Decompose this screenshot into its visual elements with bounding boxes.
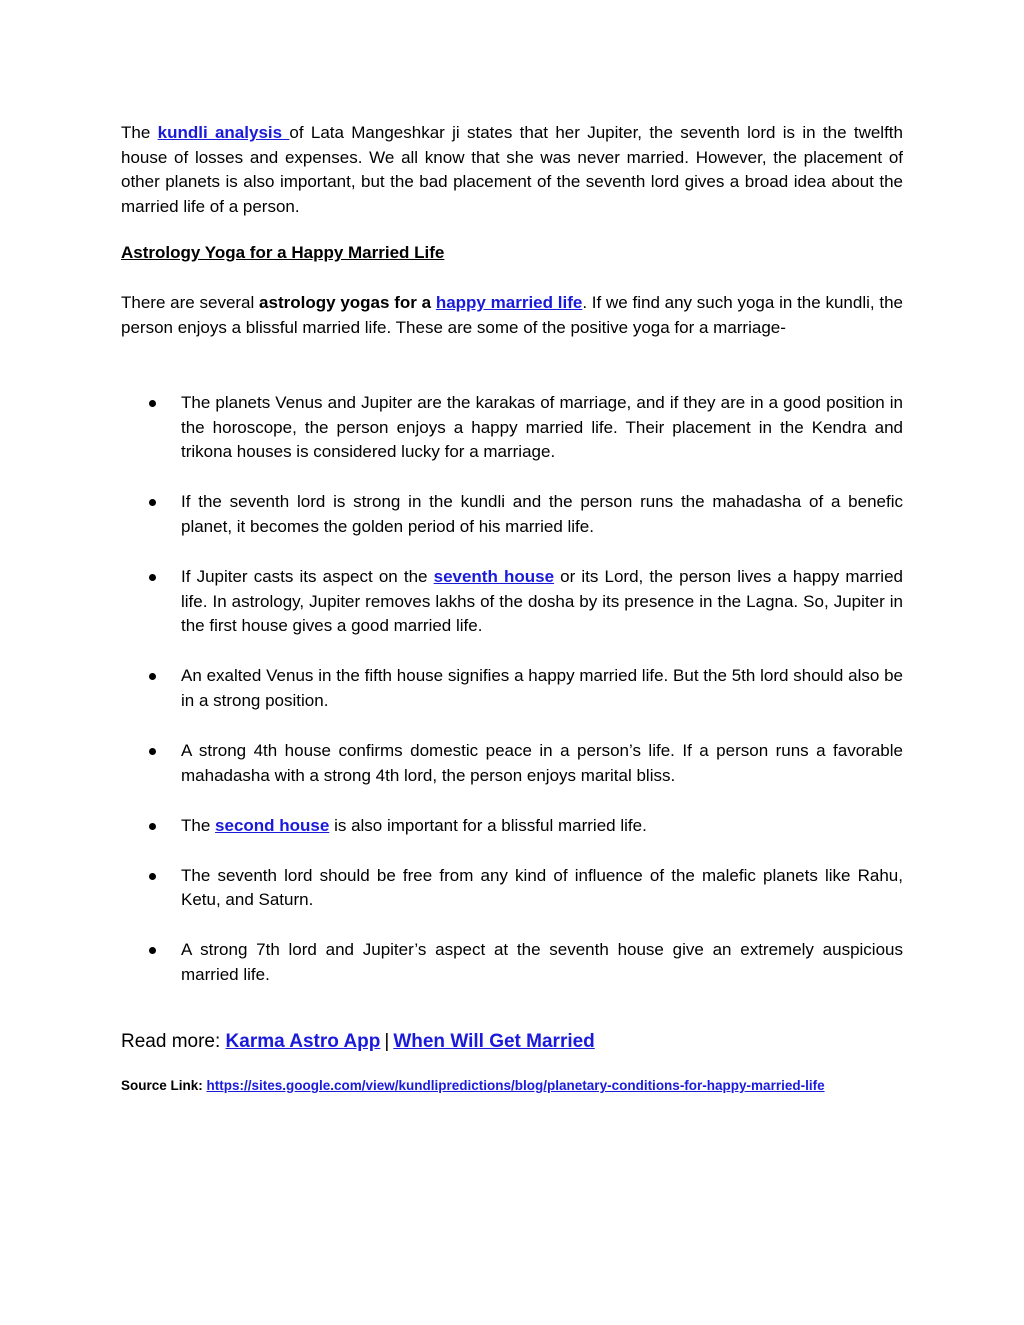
read-more-separator: |: [384, 1031, 390, 1052]
bullet-icon: [149, 673, 156, 680]
list-item: [149, 938, 903, 987]
seventh-house-link[interactable]: seventh house: [433, 566, 555, 586]
bullet-text: A strong 4th house confirms domestic peace in a person’s life. If a person runs a favorable mahadasha with a strong 4th lord, the person enjoys marital bliss.: [181, 740, 903, 785]
bullet-icon: [149, 574, 156, 581]
yogas-bold: astrology yogas for a: [259, 293, 436, 312]
bullet-icon: [149, 947, 156, 954]
list-item: [149, 565, 903, 639]
bullet-text: The seventh lord should be free from any kind of influence of the malefic planets like Rahu, Ketu, and Saturn.: [181, 865, 903, 910]
list-item: [149, 814, 903, 839]
bullet-icon: [149, 400, 156, 407]
list-item: [149, 664, 903, 713]
bullet-icon: [149, 823, 156, 830]
bullet-text: If the seventh lord is strong in the kundli and the person runs the mahadasha of a benefic planet, it becomes the golden period of his married life.: [181, 492, 903, 536]
source-line: [121, 1078, 825, 1093]
intro-pre: The: [121, 123, 158, 142]
list-item: [149, 864, 903, 913]
section-heading: Astrology Yoga for a Happy Married Life: [121, 243, 445, 262]
yogas-post: . If we find any such yoga in the kundli, the person enjoys a blissful married life. These are some of the positive yoga for a marriage-: [121, 293, 903, 337]
bullet-text-post: is also important for a blissful married life.: [329, 815, 647, 835]
yogas-paragraph: [121, 291, 903, 340]
bullet-text: A strong 7th lord and Jupiter’s aspect at the seventh house give an extremely auspicious married life.: [181, 940, 903, 984]
read-more-label: Read more:: [121, 1031, 226, 1052]
intro-post: of Lata Mangeshkar ji states that her Jupiter, the seventh lord is in the twelfth house of losses and expenses. We all know that she was never married. However, the placement of other planets is also important, but the bad placement of the seventh lord gives a broad idea about the married life of a person.: [121, 123, 903, 216]
bullet-text: An exalted Venus in the fifth house signifies a happy married life. But the 5th lord should also be in a strong position.: [181, 666, 903, 710]
when-will-get-married-link[interactable]: When Will Get Married: [393, 1031, 595, 1052]
bullet-text: The: [181, 815, 216, 835]
list-item: [149, 391, 903, 465]
bullet-text: The planets Venus and Jupiter are the karakas of marriage, and if they are in a good position in the horoscope, the person enjoys a happy married life. Their placement in the Kendra and trikona houses is considered lucky for a marriage.: [181, 393, 903, 462]
yogas-pre: There are several: [121, 293, 260, 312]
list-item: [149, 739, 903, 788]
bullet-icon: [149, 499, 156, 506]
list-item: [149, 490, 903, 539]
read-more-line: [121, 1031, 595, 1053]
happy-married-life-link[interactable]: happy married life: [435, 293, 583, 312]
karma-astro-app-link[interactable]: Karma Astro App: [225, 1031, 381, 1052]
bullet-icon: [149, 748, 156, 755]
yoga-bullet-list: [149, 391, 903, 1013]
bullet-text-post: or its Lord, the person lives a happy married life. In astrology, Jupiter removes lakhs of the dosha by its presence in the Lagna. So, Jupiter in the first house gives a good married life.: [181, 566, 903, 636]
kundli-analysis-link[interactable]: kundli analysis: [157, 123, 290, 142]
source-url-link[interactable]: https://sites.google.com/view/kundlipredictions/blog/planetary-conditions-for-happy-married-life: [206, 1078, 825, 1093]
second-house-link[interactable]: second house: [215, 815, 330, 835]
source-label: Source Link:: [121, 1078, 207, 1093]
intro-paragraph: [121, 121, 903, 219]
bullet-text: If Jupiter casts its aspect on the: [181, 566, 434, 586]
bullet-icon: [149, 873, 156, 880]
